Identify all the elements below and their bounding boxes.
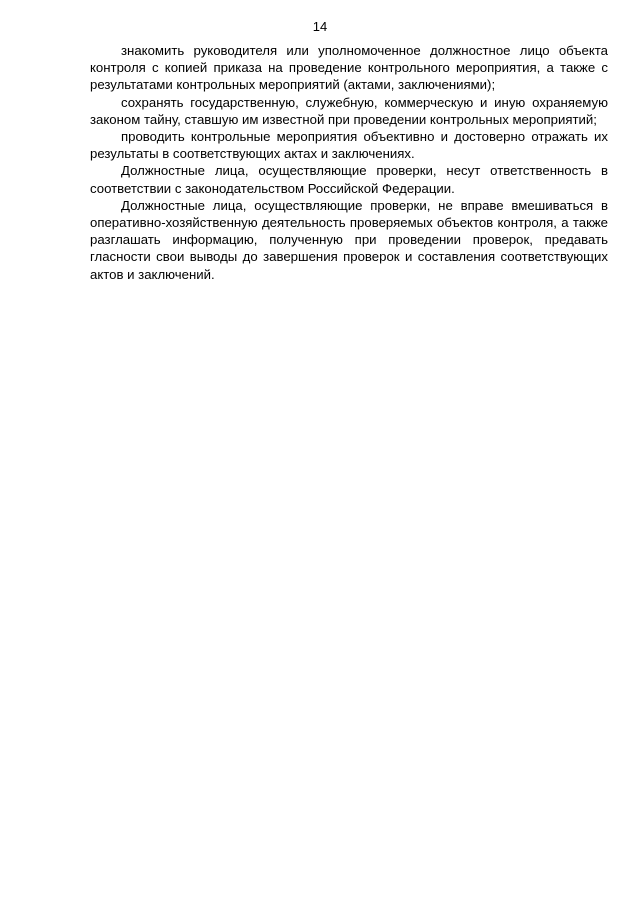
paragraph-keep-secrets: сохранять государственную, служебную, коммерческую и иную охраняемую законом тайну, ставшую им известной при проведении контрольных мероприятий; [90,94,608,127]
page-number: 14 [312,19,328,34]
paragraph-non-interference: Должностные лица, осуществляющие проверки, не вправе вмешиваться в оперативно-хозяйственную деятельность проверяемых объектов контроля, а также разглашать информацию, полученную при проведении проверок, предавать гласности свои выводы до завершения проверок и составления соответствующих актов и заключений. [90,197,608,282]
document-body [90,42,608,283]
paragraph-objective-conduct: проводить контрольные мероприятия объективно и достоверно отражать их результаты в соответствующих актах и заключениях. [90,129,608,162]
paragraph-inform-manager: знакомить руководителя или уполномоченное должностное лицо объекта контроля с копией приказа на проведение контрольного мероприятия, а также с результатами контрольных мероприятий (актами, заключениями); [90,43,608,93]
paragraph-responsibility: Должностные лица, осуществляющие проверки, несут ответственность в соответствии с законодательством Российской Федерации. [90,163,608,196]
